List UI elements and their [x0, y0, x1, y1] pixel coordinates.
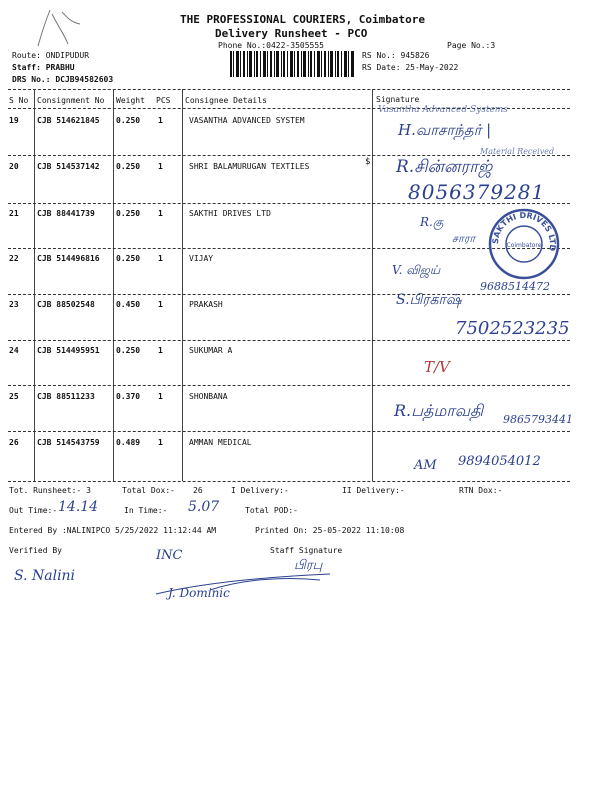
stamp-text-vasantha: Vasantha Advanced Systems: [378, 105, 508, 115]
entered-by: Entered By :NALINIPCO 5/25/2022 11:12:44 AM: [9, 526, 217, 535]
col-divider: [34, 89, 35, 481]
header-consignee: Consignee Details: [185, 96, 267, 105]
header-weight: Weight: [116, 96, 145, 105]
row-consignment: CJB 514543759: [37, 438, 100, 447]
row-consignment: CJB 514537142: [37, 162, 100, 171]
row-rule: [8, 294, 570, 295]
rs-number: RS No.: 945826: [362, 51, 430, 60]
row-consignment: CJB 88441739: [37, 209, 95, 218]
row-consignee: PRAKASH: [189, 300, 223, 309]
row-weight: 0.250: [116, 346, 141, 355]
row-consignee: AMMAN MEDICAL: [189, 438, 252, 447]
row-weight: 0.250: [116, 116, 141, 125]
row-sno: 25: [9, 392, 19, 401]
row-pcs: 1: [158, 162, 163, 171]
row-sno: 24: [9, 346, 19, 355]
signature-row-26: AM: [414, 458, 437, 473]
total-dox-value: 26: [193, 486, 203, 495]
out-time-value: 14.14: [58, 499, 99, 515]
verifier-signature: S. Nalini: [14, 568, 76, 584]
out-time-label: Out Time:-: [9, 506, 58, 515]
row-pcs: 1: [158, 254, 163, 263]
row-consignment: CJB 88511233: [37, 392, 95, 401]
route-label: Route: ONDIPUDUR: [12, 51, 90, 60]
row-weight: 0.250: [116, 209, 141, 218]
row-marker: $: [365, 157, 371, 167]
signature-row-23: S.பிரகாஷ்: [396, 292, 462, 308]
staff-signature-label: Staff Signature: [270, 546, 343, 555]
header-signature: Signature: [376, 95, 420, 104]
row-sno: 19: [9, 116, 19, 125]
header-consignment: Consignment No: [37, 96, 105, 105]
staff-signature: பிரபு: [294, 558, 323, 573]
row-pcs: 1: [158, 116, 163, 125]
row-sno: 26: [9, 438, 19, 447]
row-consignment: CJB 88502548: [37, 300, 95, 309]
phone-row-20: 8056379281: [408, 180, 546, 204]
signature-row-21: R.கு: [420, 215, 444, 229]
phone-number: Phone No.:0422-3505555: [218, 41, 324, 50]
table-bottom-rule: [8, 481, 570, 482]
row-weight: 0.489: [116, 438, 141, 447]
material-received-stamp: Material Received: [480, 147, 555, 156]
row-consignment: CJB 514495951: [37, 346, 100, 355]
corner-scribble: [28, 4, 88, 52]
col-divider: [113, 89, 114, 481]
col-divider: [182, 89, 183, 481]
phone-row-25: 9865793441: [503, 413, 573, 426]
header-pcs: PCS: [156, 96, 171, 105]
header-sno: S No: [9, 96, 29, 105]
i-delivery-label: I Delivery:-: [231, 486, 289, 495]
total-pod-label: Total POD:-: [245, 506, 298, 515]
row-weight: 0.370: [116, 392, 141, 401]
page-number: Page No.:3: [447, 41, 496, 50]
row-pcs: 1: [158, 392, 163, 401]
row-pcs: 1: [158, 300, 163, 309]
in-time-label: In Time:-: [124, 506, 168, 515]
barcode: [230, 51, 354, 77]
signature-row-19: H.வாசாந்தர் |: [398, 121, 492, 139]
seal-inner-text: Coimbatore: [506, 242, 542, 249]
signature-row-20: R.சின்னராஜ்: [396, 157, 493, 177]
signature-row-22: V. விஜய்: [392, 263, 441, 277]
phone-row-23: 7502523235: [455, 318, 570, 339]
total-runsheet: Tot. Runsheet:- 3: [9, 486, 91, 495]
signature-row-24: T/V: [424, 358, 450, 376]
printed-on: Printed On: 25-05-2022 11:10:08: [255, 526, 405, 535]
staff-label: Staff: PRABHU: [12, 63, 75, 72]
drs-number: DRS No.: DCJB94582603: [12, 75, 114, 84]
row-pcs: 1: [158, 346, 163, 355]
row-consignee: SHONBANA: [189, 392, 228, 401]
row-consignee: SAKTHI DRIVES LTD: [189, 209, 271, 218]
row-weight: 0.250: [116, 254, 141, 263]
row-weight: 0.450: [116, 300, 141, 309]
signature-row-21-extra: சாரா: [452, 232, 476, 245]
row-consignee: VASANTHA ADVANCED SYSTEM: [189, 116, 305, 125]
inc-name-signature: J. Dominic: [168, 586, 230, 600]
company-seal-stamp: [484, 204, 564, 284]
row-sno: 20: [9, 162, 19, 171]
seal-text: SAKTHI DRIVES LTD: [490, 210, 558, 252]
phone-row-26: 9894054012: [458, 454, 541, 469]
ii-delivery-label: II Delivery:-: [342, 486, 405, 495]
table-top-rule: [8, 89, 570, 90]
row-weight: 0.250: [116, 162, 141, 171]
document-title: Delivery Runsheet - PCO: [215, 27, 368, 40]
row-consignee: SUKUMAR A: [189, 346, 233, 355]
row-consignment: CJB 514496816: [37, 254, 100, 263]
row-sno: 23: [9, 300, 19, 309]
rs-date: RS Date: 25-May-2022: [362, 63, 459, 72]
row-rule: [8, 340, 570, 341]
row-rule: [8, 431, 570, 432]
company-title: THE PROFESSIONAL COURIERS, Coimbatore: [180, 13, 426, 26]
total-dox-label: Total Dox:-: [122, 486, 175, 495]
rtn-dox-label: RTN Dox:-: [459, 486, 503, 495]
inc-signature: INC: [156, 548, 183, 563]
row-sno: 21: [9, 209, 19, 218]
row-pcs: 1: [158, 209, 163, 218]
phone-row-22: 9688514472: [480, 280, 550, 293]
row-consignment: CJB 514621845: [37, 116, 100, 125]
row-consignee: SHRI BALAMURUGAN TEXTILES: [189, 162, 310, 171]
in-time-value: 5.07: [188, 499, 220, 515]
row-pcs: 1: [158, 438, 163, 447]
row-consignee: VIJAY: [189, 254, 214, 263]
row-sno: 22: [9, 254, 19, 263]
signature-row-25: R.பத்மாவதி: [394, 401, 484, 420]
col-divider: [372, 89, 373, 481]
row-rule: [8, 385, 570, 386]
verified-by-label: Verified By: [9, 546, 62, 555]
